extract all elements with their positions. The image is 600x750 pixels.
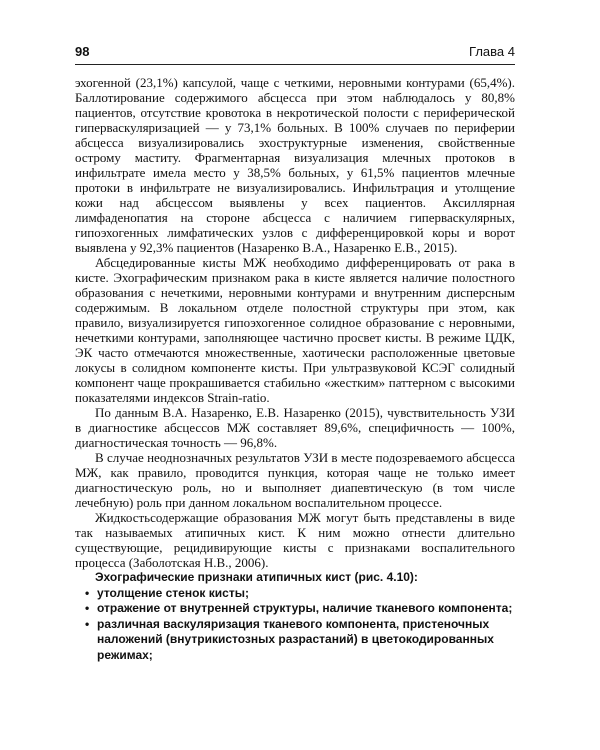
paragraph-2: Абсцедированные кисты МЖ необходимо дифференцировать от рака в кисте. Эхографическим признаком рака в кисте является наличие полостного образования с нечеткими, неровными контурами и внутренним дисперсным содержимым. В локальном отделе полостной структуры при этом, как правило, визуализируется гипоэхогенное солидное образование с неровными, нечеткими контурами, заполняющее частично просвет кисты. В режиме ЦДК, ЭК часто отмечаются множественные, хаотически расположенные цветовые локусы в солидном компоненте кисты. При ультразвуковой КСЭГ солидный компонент чаще прокрашивается стабильно «жестким» паттерном с высокими показателями индексов Strain-ratio. bbox=[75, 255, 515, 405]
features-list bbox=[75, 586, 515, 664]
bullet-icon: • bbox=[85, 601, 90, 615]
list-item bbox=[75, 601, 515, 617]
list-item bbox=[75, 617, 515, 664]
page-number: 98 bbox=[75, 44, 90, 59]
list-item-text: отражение от внутренней структуры, наличие тканевого компонента; bbox=[97, 601, 513, 615]
paragraph-1: эхогенной (23,1%) капсулой, чаще с четкими, неровными контурами (65,4%). Баллотирование содержимого абсцесса при этом наблюдалось у 80,8% пациентов, отсутствие кровотока в некротической полости с периферической гиперваскуляризацией — у 73,1% больных. В 100% случаев по периферии абсцесса визуализировались эхоструктурные изменения, свойственные острому маститу. Фрагментарная визуализация млечных протоков в инфильтрате имела место у 38,5% больных, у 61,5% пациентов млечные протоки в инфильтрате не визуализировались. Инфильтрация и утолщение кожи над абсцессом выявлены у всех пациентов. Аксиллярная лимфаденопатия на стороне абсцесса с наличием гиперваскулярных, гипоэхогенных лимфатических узлов с дифференцировкой коры и ворот выявлена у 92,3% пациентов (Назаренко В.А., Назаренко Е.В., 2015). bbox=[75, 75, 515, 255]
running-header bbox=[75, 42, 515, 65]
paragraph-4: В случае неоднозначных результатов УЗИ в месте подозреваемого абсцесса МЖ, как правило, проводится пункция, которая чаще не только имеет диагностическую роль, но и выполняет диапевтическую (в том числе лечебную) роль при данном локальном воспалительном процессе. bbox=[75, 450, 515, 510]
bullet-icon: • bbox=[85, 585, 90, 600]
list-item-text: различная васкуляризация тканевого компонента, пристеночных наложений (внутрикистозных разрастаний) в цветокодированных режимах; bbox=[97, 616, 494, 662]
list-item-text: утолщение стенок кисты; bbox=[97, 585, 249, 600]
page-body bbox=[75, 75, 515, 663]
list-heading: Эхографические признаки атипичных кист (рис. 4.10): bbox=[95, 570, 418, 584]
chapter-title: Глава 4 bbox=[469, 44, 515, 59]
bullet-icon: • bbox=[85, 616, 90, 631]
list-item bbox=[75, 586, 515, 602]
paragraph-3: По данным В.А. Назаренко, Е.В. Назаренко (2015), чувствительность УЗИ в диагностике абсцессов МЖ составляет 89,6%, специфичность — 100%, диагностическая точность — 96,8%. bbox=[75, 405, 515, 450]
paragraph-5: Жидкостьсодержащие образования МЖ могут быть представлены в виде так называемых атипичных кист. К ним можно отнести длительно существующие, рецидивирующие кисты с признаками воспалительного процесса (Заболотская Н.В., 2006). bbox=[75, 510, 515, 570]
